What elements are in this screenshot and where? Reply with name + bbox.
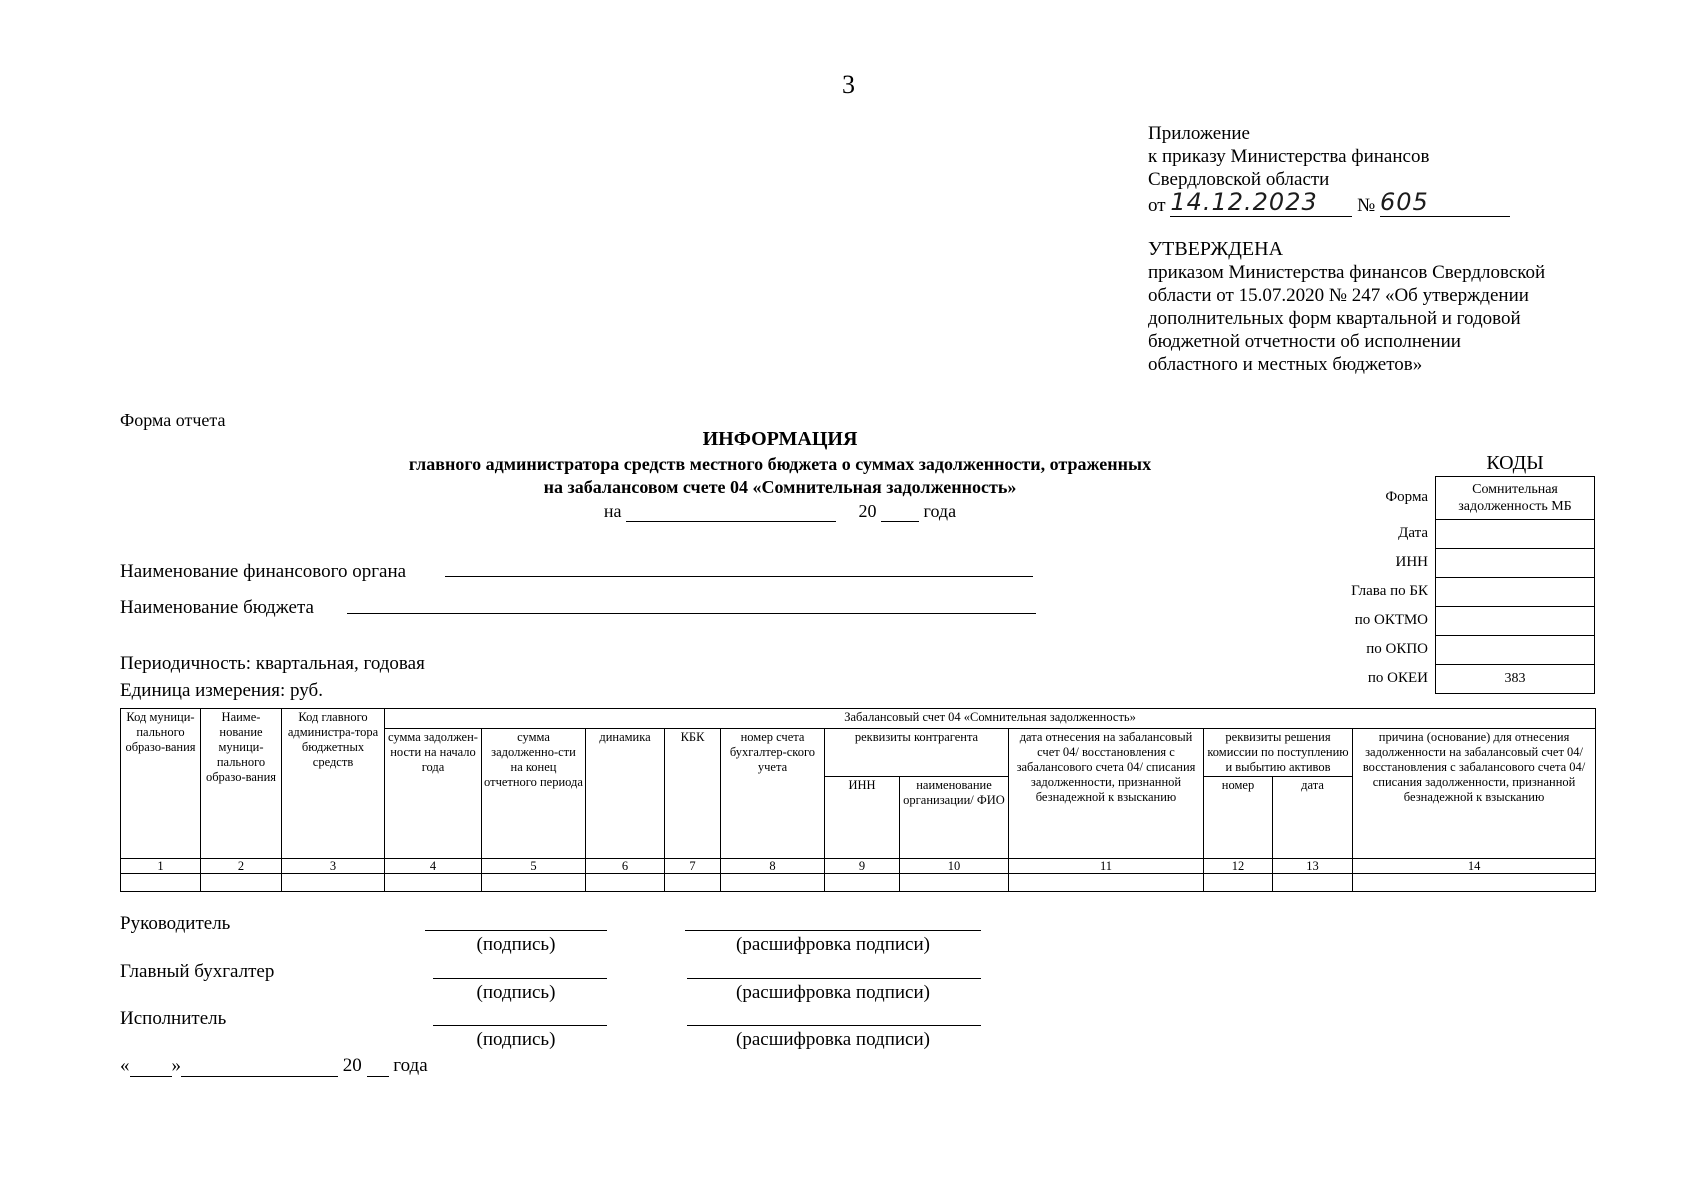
header-col-11: дата отнесения на забалансовый счет 04/ восстановления с забалансового счета 04/ списания задолженности, признанной безнадежной к взысканию <box>1009 729 1204 859</box>
report-table <box>120 708 1596 892</box>
report-date-field[interactable] <box>626 521 836 522</box>
header-col-13: дата <box>1273 777 1353 859</box>
column-numbers-row <box>121 859 1596 874</box>
approval-line-3: дополнительных форм квартальной и годовой <box>1148 308 1521 329</box>
column-number: 1 <box>121 859 201 874</box>
appendix-date-number <box>1148 188 1510 217</box>
table-cell[interactable] <box>665 874 721 892</box>
signature-executor-line[interactable] <box>433 1025 607 1026</box>
number-handwritten: 605 <box>1379 188 1429 216</box>
table-cell[interactable] <box>1204 874 1273 892</box>
code-label-oktmo: по ОКТМО <box>1354 612 1428 628</box>
decode-caption: (расшифровка подписи) <box>736 934 930 955</box>
header-group-contragent: реквизиты контрагента <box>825 729 1009 777</box>
signature-caption: (подпись) <box>476 934 556 955</box>
decode-caption: (расшифровка подписи) <box>736 1029 930 1050</box>
table-row[interactable] <box>121 874 1596 892</box>
signature-accountant-line[interactable] <box>433 978 607 979</box>
code-label-inn: ИНН <box>1395 554 1428 570</box>
signature-head-label: Руководитель <box>120 913 231 934</box>
column-number: 7 <box>665 859 721 874</box>
table-cell[interactable] <box>385 874 482 892</box>
column-number: 14 <box>1353 859 1596 874</box>
column-number: 10 <box>900 859 1009 874</box>
year-suffix: года <box>923 501 957 521</box>
table-cell[interactable] <box>482 874 586 892</box>
column-number: 4 <box>385 859 482 874</box>
header-col-2: Наиме-нование муници-пального образо-вания <box>201 709 282 859</box>
header-col-8: номер счета бухгалтер-ского учета <box>721 729 825 859</box>
header-col-14: причина (основание) для отнесения задолженности на забалансовый счет 04/ восстановления с забалансового счета 04/ списания задолженности, признанной безнадежной к взысканию <box>1353 729 1596 859</box>
header-group-offbalance: Забалансовый счет 04 «Сомнительная задолженность» <box>385 709 1596 729</box>
date-handwritten: 14.12.2023 <box>1170 188 1318 216</box>
approval-line-2: области от 15.07.2020 № 247 «Об утверждении <box>1148 285 1529 306</box>
fin-org-field[interactable] <box>445 576 1033 577</box>
code-label-date: Дата <box>1398 525 1428 541</box>
document-title: ИНФОРМАЦИЯ <box>702 428 858 450</box>
codes-table <box>1435 476 1595 694</box>
document-subtitle <box>120 453 1440 499</box>
table-cell[interactable] <box>825 874 900 892</box>
header-col-12: номер <box>1204 777 1273 859</box>
code-value-okei: 383 <box>1436 665 1595 694</box>
header-col-6: динамика <box>586 729 665 859</box>
year-prefix: 20 <box>858 501 877 521</box>
table-cell[interactable] <box>201 874 282 892</box>
form-label: Форма отчета <box>120 410 226 430</box>
budget-field[interactable] <box>347 613 1036 614</box>
report-date-line <box>120 501 1440 522</box>
header-col-9: ИНН <box>825 777 900 859</box>
year-field[interactable] <box>367 1076 389 1077</box>
budget-label: Наименование бюджета <box>120 597 314 618</box>
code-label-chapter: Глава по БК <box>1351 583 1428 599</box>
appendix-block <box>1148 122 1510 217</box>
table-cell[interactable] <box>282 874 385 892</box>
column-number: 12 <box>1204 859 1273 874</box>
number-field <box>1379 188 1510 217</box>
code-label-form: Форма <box>1385 489 1428 505</box>
header-col-1: Код муници-пального образо-вания <box>121 709 201 859</box>
periodicity: Периодичность: квартальная, годовая <box>120 653 425 674</box>
signature-caption: (подпись) <box>476 1029 556 1050</box>
header-col-5: сумма задолженно-сти на конец отчетного периода <box>482 729 586 859</box>
appendix-line-3: Свердловской области <box>1148 169 1330 190</box>
signature-head-decode-line[interactable] <box>685 930 981 931</box>
year-suffix: года <box>393 1055 428 1076</box>
fin-org-label: Наименование финансового органа <box>120 561 407 582</box>
header-col-10: наименование организации/ ФИО <box>900 777 1009 859</box>
signature-accountant-decode-line[interactable] <box>687 978 981 979</box>
year-prefix: 20 <box>342 1055 362 1076</box>
table-cell[interactable] <box>1009 874 1204 892</box>
code-value-date[interactable] <box>1436 520 1595 549</box>
code-value-okpo[interactable] <box>1436 636 1595 665</box>
header-col-4: сумма задолжен-ности на начало года <box>385 729 482 859</box>
header-col-7: КБК <box>665 729 721 859</box>
column-number: 13 <box>1273 859 1353 874</box>
code-value-chapter[interactable] <box>1436 578 1595 607</box>
signature-caption: (подпись) <box>476 982 556 1003</box>
code-value-oktmo[interactable] <box>1436 607 1595 636</box>
unit-of-measure: Единица измерения: руб. <box>120 680 323 701</box>
approval-title: УТВЕРЖДЕНА <box>1148 238 1284 260</box>
approval-line-1: приказом Министерства финансов Свердловской <box>1148 262 1546 283</box>
header-col-3: Код главного администра-тора бюджетных средств <box>282 709 385 859</box>
table-cell[interactable] <box>721 874 825 892</box>
column-number: 2 <box>201 859 282 874</box>
fin-org-row <box>120 561 406 583</box>
table-cell[interactable] <box>121 874 201 892</box>
codes-title: КОДЫ <box>1486 452 1544 474</box>
date-field <box>1170 188 1352 217</box>
appendix-line-2: к приказу Министерства финансов <box>1148 146 1430 167</box>
quote-close: » <box>171 1055 181 1076</box>
appendix-line-1: Приложение <box>1148 123 1250 144</box>
column-number: 9 <box>825 859 900 874</box>
year-field[interactable] <box>881 521 919 522</box>
code-label-okei: по ОКЕИ <box>1367 670 1428 686</box>
decode-caption: (расшифровка подписи) <box>736 982 930 1003</box>
table-cell[interactable] <box>586 874 665 892</box>
approval-line-5: областного и местных бюджетов» <box>1148 354 1423 375</box>
column-number: 8 <box>721 859 825 874</box>
signature-executor-decode-line[interactable] <box>687 1025 981 1026</box>
page-number: 3 <box>842 70 855 99</box>
column-number: 5 <box>482 859 586 874</box>
header-group-commission: реквизиты решения комиссии по поступлению и выбытию активов <box>1204 729 1353 777</box>
table-cell[interactable] <box>1273 874 1353 892</box>
table-cell[interactable] <box>1353 874 1596 892</box>
budget-row <box>120 597 314 619</box>
subtitle-line-1: главного администратора средств местного бюджета о суммах задолженности, отраженных <box>408 454 1152 474</box>
approval-line-4: бюджетной отчетности об исполнении <box>1148 331 1461 352</box>
na-label: на <box>603 501 622 521</box>
code-value-form: Сомнительная задолженность МБ <box>1436 477 1595 520</box>
signature-head-line[interactable] <box>425 930 607 931</box>
table-cell[interactable] <box>900 874 1009 892</box>
signature-executor-label: Исполнитель <box>120 1008 227 1029</box>
signature-date-line <box>120 1055 428 1077</box>
quote-open: « <box>120 1055 130 1076</box>
code-label-okpo: по ОКПО <box>1366 641 1428 657</box>
date-prefix: от <box>1148 195 1166 216</box>
signature-accountant-label: Главный бухгалтер <box>120 961 275 982</box>
subtitle-line-2: на забалансовом счете 04 «Сомнительная задолженность» <box>543 477 1017 497</box>
column-number: 3 <box>282 859 385 874</box>
day-field[interactable] <box>130 1076 172 1077</box>
column-number: 6 <box>586 859 665 874</box>
code-value-inn[interactable] <box>1436 549 1595 578</box>
codes-labels <box>1250 476 1428 693</box>
number-prefix: № <box>1357 195 1376 216</box>
column-number: 11 <box>1009 859 1204 874</box>
month-field[interactable] <box>181 1076 338 1077</box>
approval-block <box>1148 238 1578 376</box>
